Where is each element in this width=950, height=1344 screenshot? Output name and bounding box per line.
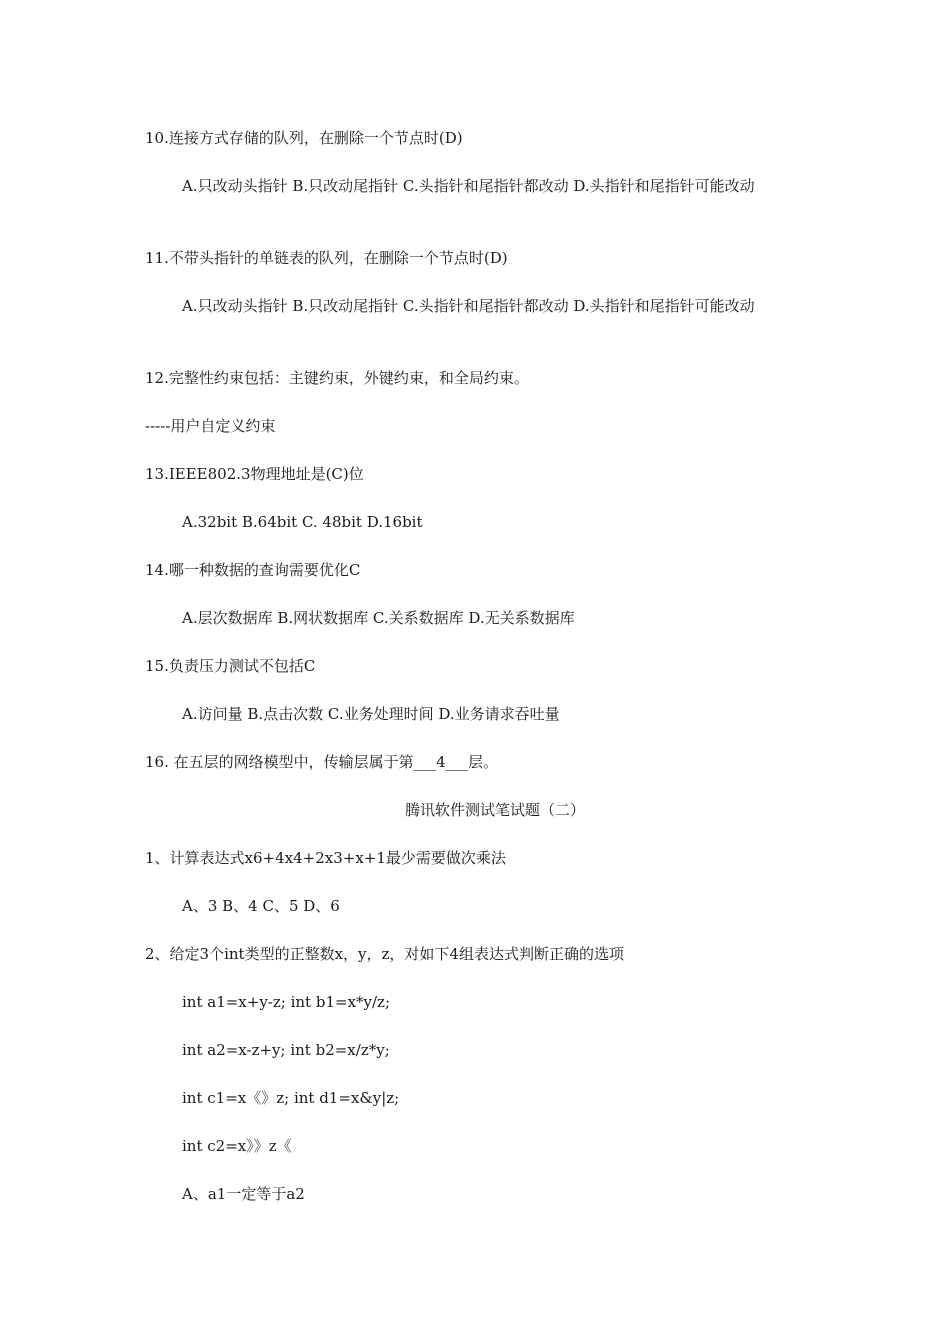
question-13: 13.IEEE802.3物理地址是(C)位 (145, 465, 364, 483)
question-11-options: A.只改动头指针 B.只改动尾指针 C.头指针和尾指针都改动 D.头指针和尾指针可能改动 (182, 297, 755, 315)
section-title: 腾讯软件测试笔试题（二） (404, 801, 585, 819)
code-line-4: int c2=x》》z《 (182, 1137, 292, 1155)
section2-question-1: 1、计算表达式x6+4x4+2x3+x+1最少需要做次乘法 (145, 849, 506, 867)
question-14-options: A.层次数据库 B.网状数据库 C.关系数据库 D.无关系数据库 (182, 609, 575, 627)
question-16: 16. 在五层的网络模型中，传输层属于第___4___层。 (145, 753, 499, 771)
question-10-options: A.只改动头指针 B.只改动尾指针 C.头指针和尾指针都改动 D.头指针和尾指针可能改动 (182, 177, 755, 195)
question-12: 12.完整性约束包括：主键约束，外键约束，和全局约束。 (145, 369, 529, 387)
section2-question-2: 2、给定3个int类型的正整数x，y，z，对如下4组表达式判断正确的选项 (145, 945, 624, 963)
code-line-1: int a1=x+y-z; int b1=x*y/z; (182, 993, 391, 1011)
section2-question-1-options: A、3 B、4 C、5 D、6 (182, 897, 340, 915)
question-12-answer: -----用户自定义约束 (145, 417, 276, 435)
question-14: 14.哪一种数据的查询需要优化C (145, 561, 361, 579)
code-line-2: int a2=x-z+y; int b2=x/z*y; (182, 1041, 390, 1059)
question-11: 11.不带头指针的单链表的队列，在删除一个节点时(D) (145, 249, 508, 267)
code-line-3: int c1=x《》z; int d1=x&y|z; (182, 1089, 400, 1107)
question-15: 15.负责压力测试不包括C (145, 657, 316, 675)
section2-question-2-option-a: A、a1一定等于a2 (182, 1185, 305, 1203)
question-10: 10.连接方式存储的队列，在删除一个节点时(D) (145, 129, 463, 147)
question-13-options: A.32bit B.64bit C. 48bit D.16bit (182, 513, 423, 531)
question-15-options: A.访问量 B.点击次数 C.业务处理时间 D.业务请求吞吐量 (182, 705, 560, 723)
